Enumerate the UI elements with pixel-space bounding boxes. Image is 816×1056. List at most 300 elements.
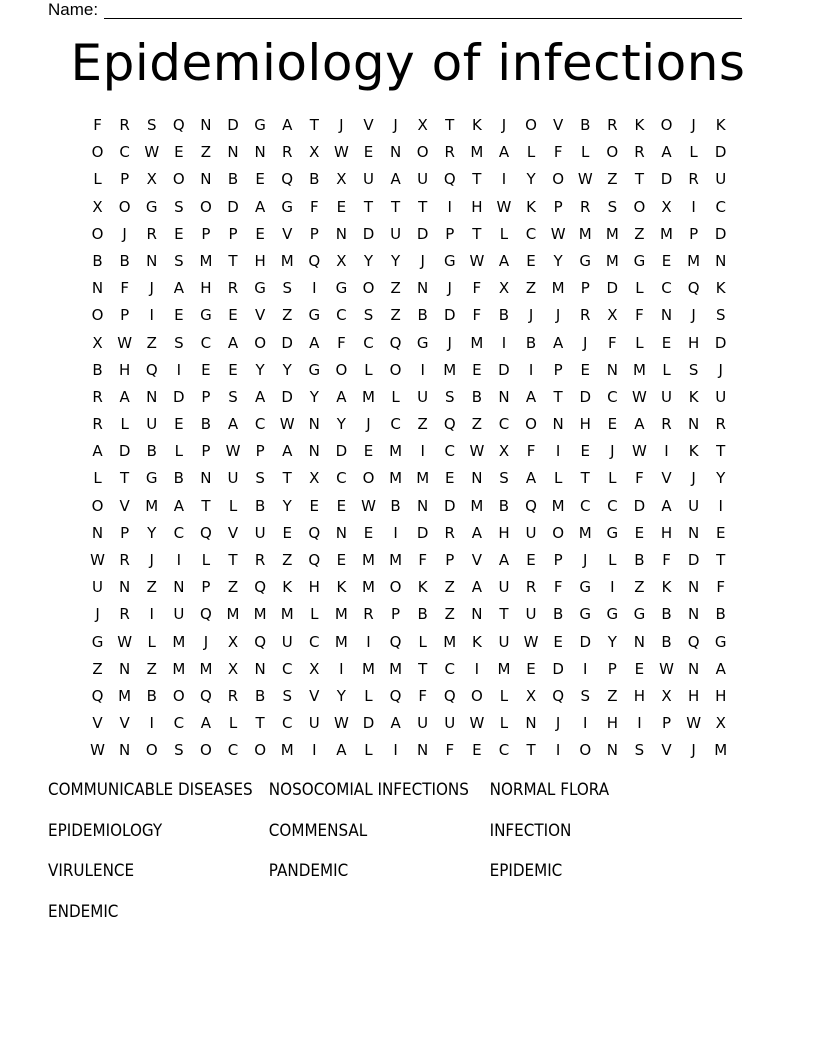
grid-letter: Q: [525, 496, 537, 515]
grid-letter: I: [366, 632, 371, 651]
grid-letter: S: [634, 741, 645, 760]
grid-letter: Y: [526, 170, 536, 189]
grid-letter: D: [118, 442, 131, 461]
word-list-item: ENDEMIC: [48, 902, 119, 922]
word-list-item: NOSOCOMIAL INFECTIONS: [268, 780, 469, 799]
grid-letter: A: [661, 496, 672, 515]
grid-letter: K: [417, 578, 428, 597]
grid-letter: I: [149, 306, 154, 325]
grid-letter: P: [201, 578, 211, 597]
grid-letter: K: [526, 197, 536, 216]
grid-letter: F: [472, 279, 482, 298]
grid-letter: Z: [146, 333, 157, 352]
grid-letter: F: [418, 686, 427, 705]
grid-letter: N: [687, 523, 700, 542]
grid-letter: G: [91, 632, 104, 651]
grid-letter: W: [577, 170, 593, 189]
grid-letter: G: [606, 605, 619, 624]
grid-letter: H: [715, 686, 727, 705]
grid-letter: M: [280, 741, 294, 760]
grid-letter: I: [312, 741, 317, 760]
grid-letter: J: [95, 605, 100, 624]
grid-letter: E: [607, 415, 618, 434]
grid-letter: S: [174, 333, 184, 352]
grid-letter: N: [119, 659, 131, 678]
grid-letter: M: [334, 605, 348, 624]
grid-letter: J: [555, 306, 561, 325]
grid-letter: X: [498, 279, 510, 298]
grid-letter: G: [579, 605, 592, 624]
grid-letter: T: [418, 659, 428, 678]
grid-letter: E: [174, 143, 184, 162]
grid-letter: C: [498, 741, 510, 760]
grid-letter: M: [660, 224, 673, 243]
grid-letter: X: [661, 197, 672, 216]
grid-letter: E: [526, 659, 536, 678]
grid-letter: X: [227, 632, 239, 651]
grid-letter: E: [201, 360, 211, 379]
grid-letter: T: [418, 197, 428, 216]
grid-letter: F: [635, 469, 644, 488]
grid-letter: M: [578, 523, 592, 542]
grid-letter: M: [605, 251, 619, 270]
grid-letter: D: [552, 659, 564, 678]
grid-letter: R: [688, 170, 699, 189]
grid-letter: G: [145, 469, 158, 488]
grid-letter: L: [174, 442, 183, 461]
grid-letter: P: [553, 360, 563, 379]
grid-letter: O: [145, 741, 158, 760]
grid-letter: U: [688, 496, 700, 515]
grid-letter: Y: [336, 415, 346, 434]
grid-letter: A: [390, 170, 401, 189]
grid-letter: D: [173, 387, 185, 406]
grid-letter: Y: [147, 523, 157, 542]
grid-letter: C: [498, 415, 510, 434]
grid-letter: R: [607, 116, 618, 134]
grid-letter: S: [445, 387, 455, 406]
grid-letter: C: [607, 387, 618, 406]
word-list: [48, 778, 710, 941]
grid-letter: Q: [172, 116, 185, 134]
grid-letter: N: [525, 714, 537, 733]
grid-letter: B: [715, 605, 726, 624]
grid-letter: L: [553, 469, 563, 488]
grid-letter: I: [176, 360, 182, 379]
grid-letter: D: [660, 170, 673, 189]
grid-letter: Z: [607, 686, 618, 705]
grid-letter: X: [715, 714, 726, 733]
grid-letter: W: [90, 741, 105, 760]
grid-letter: E: [472, 360, 482, 379]
grid-letter: G: [714, 632, 727, 651]
grid-letter: C: [309, 632, 320, 651]
grid-letter: P: [228, 224, 238, 243]
grid-letter: H: [471, 197, 483, 216]
grid-letter: S: [282, 279, 292, 298]
grid-letter: W: [225, 442, 241, 461]
grid-letter: A: [173, 279, 184, 298]
grid-letter: T: [445, 116, 455, 134]
grid-letter: A: [634, 415, 645, 434]
grid-letter: I: [501, 170, 507, 189]
grid-letter: Q: [254, 578, 267, 597]
grid-letter: B: [309, 170, 320, 189]
grid-letter: Q: [389, 686, 402, 705]
grid-letter: R: [281, 143, 293, 162]
grid-letter: J: [447, 333, 452, 352]
grid-letter: A: [553, 333, 564, 352]
grid-letter: Z: [417, 415, 428, 434]
grid-letter: A: [119, 387, 130, 406]
grid-letter: B: [119, 251, 130, 270]
grid-letter: J: [610, 442, 615, 461]
grid-letter: P: [391, 605, 401, 624]
grid-letter: M: [632, 360, 646, 379]
grid-letter: N: [308, 415, 320, 434]
grid-letter: U: [525, 523, 537, 542]
grid-letter: X: [309, 659, 320, 678]
grid-letter: M: [334, 632, 348, 651]
grid-letter: O: [172, 170, 185, 189]
grid-letter: M: [470, 496, 484, 515]
grid-letter: A: [200, 714, 212, 733]
grid-letter: Q: [443, 170, 456, 189]
grid-letter: G: [254, 116, 266, 134]
grid-letter: E: [336, 496, 347, 515]
grid-letter: N: [471, 469, 483, 488]
grid-letter: Z: [146, 659, 157, 678]
grid-letter: N: [471, 605, 483, 624]
grid-letter: R: [92, 415, 103, 434]
grid-letter: S: [146, 116, 157, 134]
grid-letter: P: [120, 170, 130, 189]
grid-letter: Q: [308, 551, 321, 569]
grid-letter: F: [662, 551, 671, 569]
grid-letter: C: [173, 714, 185, 733]
grid-letter: G: [308, 360, 321, 379]
grid-letter: E: [661, 333, 672, 352]
grid-letter: W: [686, 714, 702, 733]
grid-letter: Q: [389, 333, 402, 352]
grid-letter: G: [633, 605, 646, 624]
grid-letter: K: [715, 279, 726, 298]
grid-letter: R: [227, 279, 239, 298]
grid-letter: O: [362, 469, 375, 488]
grid-letter: B: [661, 632, 672, 651]
grid-letter: N: [91, 279, 104, 298]
grid-letter: W: [550, 224, 566, 243]
grid-letter: T: [499, 605, 509, 624]
grid-letter: V: [309, 686, 320, 705]
grid-letter: N: [633, 632, 646, 651]
grid-letter: I: [637, 714, 642, 733]
grid-letter: M: [551, 279, 565, 298]
grid-letter: P: [120, 523, 130, 542]
grid-letter: M: [389, 469, 403, 488]
grid-letter: S: [174, 197, 184, 216]
word-list-item: EPIDEMIOLOGY: [48, 820, 163, 840]
grid-letter: E: [255, 224, 265, 243]
grid-letter: Z: [200, 143, 212, 162]
grid-letter: A: [525, 387, 537, 406]
grid-letter: V: [363, 116, 374, 134]
grid-letter: J: [691, 116, 696, 134]
grid-letter: D: [227, 197, 239, 216]
grid-letter: O: [552, 170, 565, 189]
grid-letter: U: [362, 170, 374, 189]
grid-letter: Y: [716, 469, 726, 488]
grid-letter: I: [393, 523, 398, 542]
grid-letter: P: [553, 551, 563, 569]
grid-letter: N: [606, 741, 618, 760]
grid-letter: T: [363, 197, 374, 216]
grid-letter: P: [607, 659, 617, 678]
grid-letter: R: [119, 116, 130, 134]
grid-letter: M: [253, 605, 267, 624]
grid-letter: O: [416, 143, 429, 162]
grid-letter: A: [173, 496, 184, 515]
grid-letter: N: [687, 659, 700, 678]
grid-letter: Y: [390, 251, 401, 270]
grid-letter: O: [200, 741, 212, 760]
grid-letter: E: [363, 523, 374, 542]
grid-letter: N: [552, 415, 564, 434]
grid-letter: B: [417, 605, 428, 624]
grid-letter: A: [390, 714, 401, 733]
grid-letter: G: [281, 197, 294, 216]
grid-letter: L: [608, 551, 617, 569]
grid-letter: N: [417, 496, 429, 515]
grid-letter: S: [174, 741, 184, 760]
grid-letter: F: [472, 306, 482, 325]
grid-letter: M: [280, 251, 294, 270]
grid-letter: I: [555, 741, 561, 760]
grid-letter: I: [312, 279, 317, 298]
grid-letter: L: [635, 279, 644, 298]
grid-letter: Y: [363, 251, 374, 270]
grid-letter: U: [417, 714, 429, 733]
grid-letter: P: [580, 279, 590, 298]
grid-letter: O: [389, 578, 402, 597]
grid-letter: H: [119, 360, 131, 379]
name-underline: [104, 4, 742, 19]
grid-letter: P: [445, 224, 455, 243]
grid-letter: B: [254, 686, 266, 705]
grid-letter: U: [498, 632, 510, 651]
grid-letter: G: [633, 251, 646, 270]
grid-letter: R: [146, 224, 157, 243]
grid-letter: C: [444, 442, 455, 461]
grid-letter: W: [659, 659, 674, 678]
name-field-line: [48, 0, 742, 19]
grid-letter: B: [200, 415, 212, 434]
grid-letter: E: [174, 306, 184, 325]
grid-letter: U: [715, 170, 727, 189]
grid-letter: U: [308, 714, 320, 733]
grid-letter: L: [662, 360, 671, 379]
grid-letter: J: [555, 714, 561, 733]
grid-letter: L: [689, 143, 698, 162]
grid-letter: Z: [146, 578, 157, 597]
grid-letter: W: [469, 714, 485, 733]
grid-letter: U: [390, 224, 402, 243]
grid-letter: A: [254, 197, 266, 216]
grid-letter: N: [119, 741, 131, 760]
grid-letter: L: [499, 686, 509, 705]
grid-letter: S: [715, 306, 726, 325]
grid-letter: T: [472, 224, 482, 243]
grid-letter: A: [525, 469, 537, 488]
grid-letter: F: [635, 306, 644, 325]
grid-letter: M: [497, 659, 511, 678]
grid-letter: O: [254, 741, 267, 760]
grid-letter: P: [661, 714, 672, 733]
grid-letter: Q: [552, 686, 565, 705]
grid-letter: S: [688, 360, 699, 379]
grid-letter: E: [634, 523, 645, 542]
grid-letter: D: [335, 442, 348, 461]
grid-letter: V: [661, 469, 672, 488]
grid-letter: O: [525, 415, 537, 434]
grid-letter: E: [255, 170, 265, 189]
grid-letter: P: [445, 551, 455, 569]
grid-letter: P: [120, 306, 130, 325]
grid-letter: D: [362, 714, 375, 733]
grid-letter: C: [579, 496, 591, 515]
grid-letter: Q: [443, 686, 456, 705]
grid-letter: R: [119, 605, 130, 624]
grid-letter: M: [172, 659, 186, 678]
grid-letter: K: [471, 632, 482, 651]
grid-letter: X: [227, 659, 239, 678]
grid-letter: W: [144, 143, 160, 162]
grid-letter: I: [555, 442, 561, 461]
grid-letter: Z: [471, 415, 482, 434]
grid-letter: G: [254, 279, 266, 298]
grid-letter: U: [661, 387, 672, 406]
grid-letter: E: [661, 251, 672, 270]
grid-letter: M: [551, 496, 565, 515]
grid-letter: I: [501, 333, 507, 352]
grid-letter: N: [687, 415, 700, 434]
grid-letter: E: [336, 197, 347, 216]
grid-letter: G: [579, 578, 592, 597]
grid-letter: W: [632, 442, 647, 461]
grid-letter: Y: [336, 686, 346, 705]
grid-letter: N: [389, 143, 402, 162]
grid-letter: Q: [308, 523, 321, 542]
grid-letter: B: [417, 306, 428, 325]
grid-letter: H: [579, 415, 591, 434]
grid-letter: I: [149, 714, 154, 733]
grid-letter: X: [92, 197, 103, 216]
grid-letter: R: [444, 523, 455, 542]
grid-letter: N: [119, 578, 131, 597]
word-list-item: NORMAL FLORA: [489, 780, 610, 799]
grid-letter: E: [580, 360, 590, 379]
grid-letter: B: [227, 170, 239, 189]
grid-letter: A: [254, 387, 266, 406]
grid-letter: N: [606, 360, 618, 379]
grid-letter: B: [146, 686, 157, 705]
grid-letter: O: [200, 197, 212, 216]
grid-letter: D: [281, 333, 293, 352]
grid-letter: D: [416, 224, 429, 243]
grid-letter: G: [335, 279, 348, 298]
grid-letter: B: [661, 605, 672, 624]
grid-letter: G: [145, 197, 158, 216]
grid-letter: I: [474, 659, 480, 678]
grid-letter: F: [309, 197, 319, 216]
grid-letter: G: [200, 306, 212, 325]
grid-letter: D: [579, 387, 592, 406]
grid-letter: Q: [687, 632, 700, 651]
grid-letter: D: [633, 496, 646, 515]
grid-letter: T: [228, 251, 238, 270]
grid-letter: L: [526, 143, 536, 162]
grid-letter: C: [200, 333, 212, 352]
grid-letter: W: [117, 632, 133, 651]
grid-letter: Z: [607, 170, 618, 189]
grid-letter: A: [498, 551, 510, 569]
grid-letter: N: [417, 741, 429, 760]
grid-letter: J: [149, 279, 154, 298]
grid-letter: R: [119, 551, 130, 569]
grid-letter: L: [228, 714, 238, 733]
grid-letter: A: [661, 143, 672, 162]
grid-letter: Z: [444, 578, 455, 597]
grid-letter: X: [417, 116, 428, 134]
grid-letter: N: [417, 279, 429, 298]
grid-letter: F: [120, 279, 129, 298]
grid-letter: M: [416, 469, 430, 488]
grid-letter: C: [715, 197, 726, 216]
grid-letter: Z: [444, 605, 455, 624]
grid-letter: Q: [281, 170, 294, 189]
grid-letter: M: [362, 387, 375, 406]
grid-letter: T: [580, 469, 590, 488]
grid-letter: C: [607, 496, 618, 515]
grid-letter: D: [714, 333, 727, 352]
grid-letter: N: [687, 605, 700, 624]
grid-letter: U: [92, 578, 104, 597]
grid-letter: H: [254, 251, 266, 270]
grid-letter: X: [146, 170, 157, 189]
grid-letter: M: [443, 360, 457, 379]
grid-letter: O: [389, 360, 402, 379]
grid-letter: L: [120, 415, 129, 434]
grid-letter: D: [498, 360, 510, 379]
grid-letter: A: [282, 442, 293, 461]
grid-letter: A: [309, 333, 320, 352]
grid-letter: M: [362, 551, 375, 569]
grid-letter: M: [687, 251, 701, 270]
grid-letter: N: [200, 469, 212, 488]
grid-letter: W: [361, 496, 376, 515]
grid-letter: J: [718, 360, 723, 379]
grid-letter: O: [91, 496, 104, 515]
grid-letter: K: [688, 387, 699, 406]
grid-letter: C: [390, 415, 401, 434]
grid-letter: R: [580, 306, 591, 325]
grid-letter: H: [606, 714, 618, 733]
grid-letter: X: [661, 686, 672, 705]
grid-letter: E: [336, 551, 347, 569]
grid-letter: R: [634, 143, 645, 162]
grid-letter: S: [174, 251, 184, 270]
grid-letter: M: [605, 224, 619, 243]
